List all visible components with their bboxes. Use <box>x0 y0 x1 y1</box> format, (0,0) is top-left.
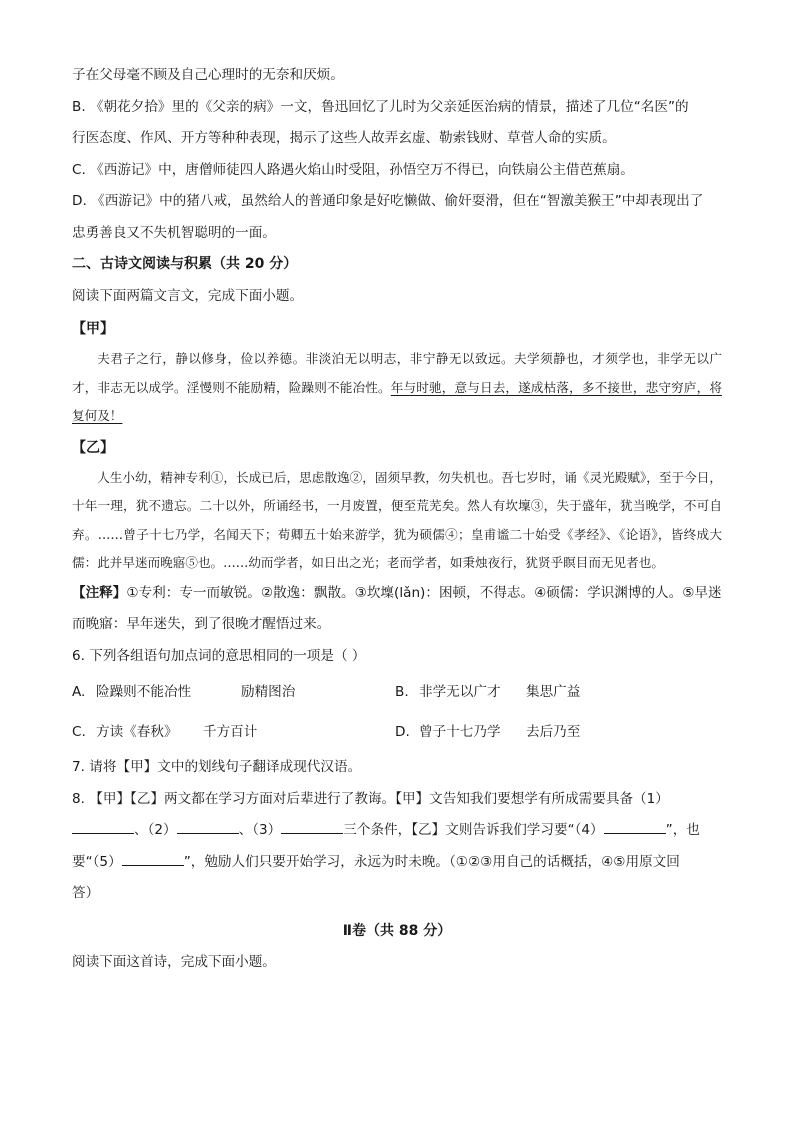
notes-text: ①专利：专一而敏锐。②散逸：飘散。③坎壈(lǎn)：困顿，不得志。④硕儒：学识渊博的人。⑤早迷而晚寤：早年迷失，到了很晚才醒悟过来。 <box>72 584 722 632</box>
q6-option-a-right: 励精图治 <box>241 684 296 700</box>
q6-option-d-left: 曾子十七乃学 <box>419 724 501 740</box>
option-b-line2: 行医态度、作风、开方等种种表现，揭示了这些人故弄玄虚、勒索钱财、草菅人命的实质。 <box>72 130 616 146</box>
q6-option-c-letter: C. <box>72 724 86 740</box>
q8-label-5: 要“（5） <box>72 853 122 870</box>
q6-option-a-left: 险躁则不能冶性 <box>96 684 192 700</box>
section-intro: 阅读下面两篇文言文，完成下面小题。 <box>72 287 304 304</box>
text-line: 子在父母毫不顾及自己心理时的无奈和厌烦。 <box>72 67 344 83</box>
q6-option-b-letter: B. <box>395 684 409 700</box>
q6-option-d <box>395 712 718 752</box>
notes <box>72 578 722 641</box>
q6-options-row-1 <box>72 672 722 712</box>
part-2-title: Ⅱ卷（共 88 分） <box>342 922 452 939</box>
yi-label: 【乙】 <box>72 439 114 456</box>
option-d-line2: 忠勇善良又不失机智聪明的一面。 <box>72 224 276 241</box>
q8-mid-text: 三个条件，【乙】文则告诉我们学习要“（4） <box>343 822 604 838</box>
section-title: 二、古诗文阅读与积累（共 20 分） <box>72 256 298 272</box>
question-8-line4: 答） <box>72 885 100 901</box>
jia-label: 【甲】 <box>72 321 114 337</box>
part-2-intro: 阅读下面这首诗，完成下面小题。 <box>72 953 276 970</box>
q6-options-row-2 <box>72 712 722 752</box>
q6-option-b-right: 集思广益 <box>526 684 581 700</box>
question-7-stem: 7. 请将【甲】文中的划线句子翻译成现代汉语。 <box>72 759 362 775</box>
question-6-stem: 6. 下列各组语句加点词的意思相同的一项是（ ） <box>72 647 366 664</box>
jia-plain-text: 夫君子之行，静以修身，俭以养德。非淡泊无以明志，非宁静无以致远。夫学须静也，才须学也，非学无以广才，非志无以成学。淫慢则不能励精，险躁则不能冶性。 <box>72 351 722 395</box>
q6-option-b <box>395 672 718 712</box>
q6-option-b-left: 非学无以广才 <box>419 684 501 700</box>
option-d-line1: D. 《西游记》中的猪八戒，虽然给人的普通印象是好吃懒做、偷奸耍滑，但在“智激美猴王”中却表现出了 <box>72 193 704 209</box>
q8-line3-text: ”，勉励人们只要开始学习，永远为时未晚。（①②③用自己的话概括，④⑤用原文回 <box>183 853 680 870</box>
q6-option-d-letter: D. <box>395 724 410 740</box>
jia-underlined-sentence: 年与时驰，意与日去，遂成枯落，多不接世，悲守穷庐，将复何及！ <box>72 379 723 423</box>
notes-label: 【注释】 <box>72 584 127 601</box>
q6-option-c <box>72 712 395 752</box>
q6-option-c-left: 方读《春秋》 <box>96 724 178 740</box>
question-8-line3 <box>72 847 722 879</box>
q6-option-d-right: 去后乃至 <box>526 724 581 740</box>
question-8-line1: 8. 【甲】【乙】两文都在学习方面对后辈进行了教诲。【甲】文告知我们要想学有所成需要具备（1） <box>72 790 669 807</box>
answer-blank-4[interactable] <box>604 819 666 834</box>
answer-blank-3[interactable] <box>281 819 343 834</box>
yi-passage: 人生小幼，精神专利①，长成已后，思虑散逸②，固须早教，勿失机也。吾七岁时，诵《灵光殿赋》，至于今日，十年一理，犹不遗忘。二十以外，所诵经书，一月废置，便至荒芜矣。然人有坎壈③，失于盛年，犹当晚学，不可自弃。……曾子十七乃学，名闻天下；荀卿五十始来游学，犹为硕儒④；皇甫谧二十始受《孝经》、《论语》，皆终成大儒：此并早迷而晚寤⑤也。……幼而学者，如日出之光；老而学者，如秉烛夜行，犹贤乎瞑目而无见者也。 <box>72 469 722 570</box>
q8-label-3: 、（3） <box>238 822 282 838</box>
q6-option-c-right: 千方百计 <box>203 724 258 740</box>
exam-page <box>72 60 722 978</box>
answer-blank-2[interactable] <box>177 819 239 834</box>
q8-label-2: 、（2） <box>134 822 177 838</box>
jia-passage <box>72 345 722 431</box>
option-b-line1: B. 《朝花夕拾》里的《父亲的病》一文，鲁迅回忆了儿时为父亲延医治病的情景，描述了几位“名医”的 <box>72 98 689 115</box>
option-c-line: C. 《西游记》中，唐僧师徒四人路遇火焰山时受阻，孙悟空万不得已，向铁扇公主借芭蕉扇。 <box>72 161 634 178</box>
answer-blank-5[interactable] <box>122 851 184 866</box>
q6-option-a <box>72 672 395 712</box>
q8-end-text: ”，也 <box>665 822 700 838</box>
question-8-line2 <box>72 815 722 847</box>
q6-option-a-letter: A. <box>72 684 86 700</box>
answer-blank-1[interactable] <box>72 819 134 834</box>
